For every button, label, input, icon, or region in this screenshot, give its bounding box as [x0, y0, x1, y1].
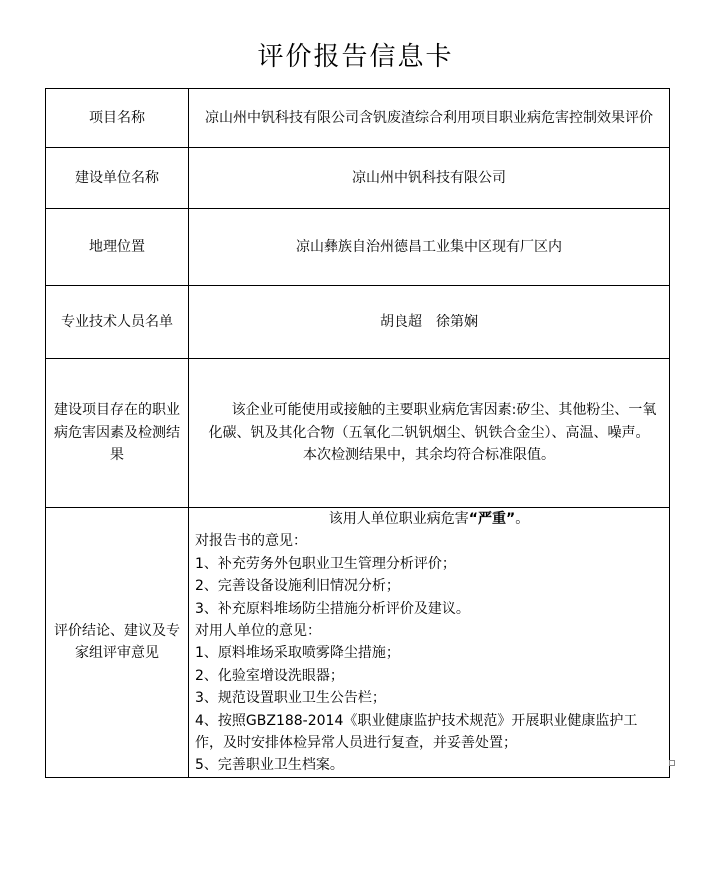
list-item: 2、化验室增设洗眼器；: [195, 667, 344, 684]
list-item: 4、按照GBZ188-2014《职业健康监护技术规范》开展职业健康监护工作，及时安排体检异常人员进行复查，并妥善处置；: [195, 712, 638, 751]
page-title: 评价报告信息卡: [257, 42, 454, 72]
conclusion-label: 评价结论、建议及专家组评审意见: [46, 508, 189, 778]
unit-opinions-heading: 对用人单位的意见：: [195, 622, 321, 639]
conclusion-summary: [195, 508, 663, 530]
summary-prefix: 该用人单位职业病危害: [328, 511, 469, 527]
project-name-label: 项目名称: [46, 89, 189, 148]
summary-suffix: 。: [515, 511, 530, 527]
table-row: [46, 359, 670, 508]
hazards-factors-line: 该企业可能使用或接触的主要职业病危害因素:矽尘、其他粉尘、一氧化碳、钒及其化合物（五氧化二钒钒烟尘、钒铁合金尘）、高温、噪声。: [208, 402, 657, 441]
construction-unit-value: 凉山州中钒科技有限公司: [189, 148, 670, 209]
location-value: 凉山彝族自治州德昌工业集中区现有厂区内: [189, 209, 670, 286]
list-item: 1、原料堆场采取喷雾降尘措施；: [195, 645, 400, 662]
table-row: [46, 286, 670, 359]
list-item: 3、补充原料堆场防尘措施分析评价及建议。: [195, 600, 470, 617]
list-item: 2、完善设备设施利旧情况分析；: [195, 578, 400, 595]
list-item: 5、完善职业卫生档案。: [195, 757, 344, 774]
report-opinions-heading: 对报告书的意见：: [195, 533, 307, 550]
conclusion-value: [189, 508, 670, 778]
list-item: 3、规范设置职业卫生公告栏；: [195, 690, 386, 707]
summary-emphasis: “严重”: [468, 511, 516, 527]
table-row: [46, 89, 670, 148]
table-row: [46, 508, 670, 778]
hazards-label: 建设项目存在的职业病危害因素及检测结果: [46, 359, 189, 508]
table-row: [46, 148, 670, 209]
personnel-label: 专业技术人员名单: [46, 286, 189, 359]
table-resize-handle[interactable]: [669, 760, 675, 766]
hazards-result-text: 本次检测结果中，其余均符合标准限值。: [303, 447, 555, 464]
info-card-table: [45, 88, 670, 778]
construction-unit-label: 建设单位名称: [46, 148, 189, 209]
hazards-value: [189, 359, 670, 508]
personnel-value: 胡良超 徐第娴: [189, 286, 670, 359]
location-label: 地理位置: [46, 209, 189, 286]
hazards-factors-text: [195, 399, 663, 444]
project-name-value: 凉山州中钒科技有限公司含钒废渣综合利用项目职业病危害控制效果评价: [189, 89, 670, 148]
table-row: [46, 209, 670, 286]
list-item: 1、补充劳务外包职业卫生管理分析评价；: [195, 555, 456, 572]
